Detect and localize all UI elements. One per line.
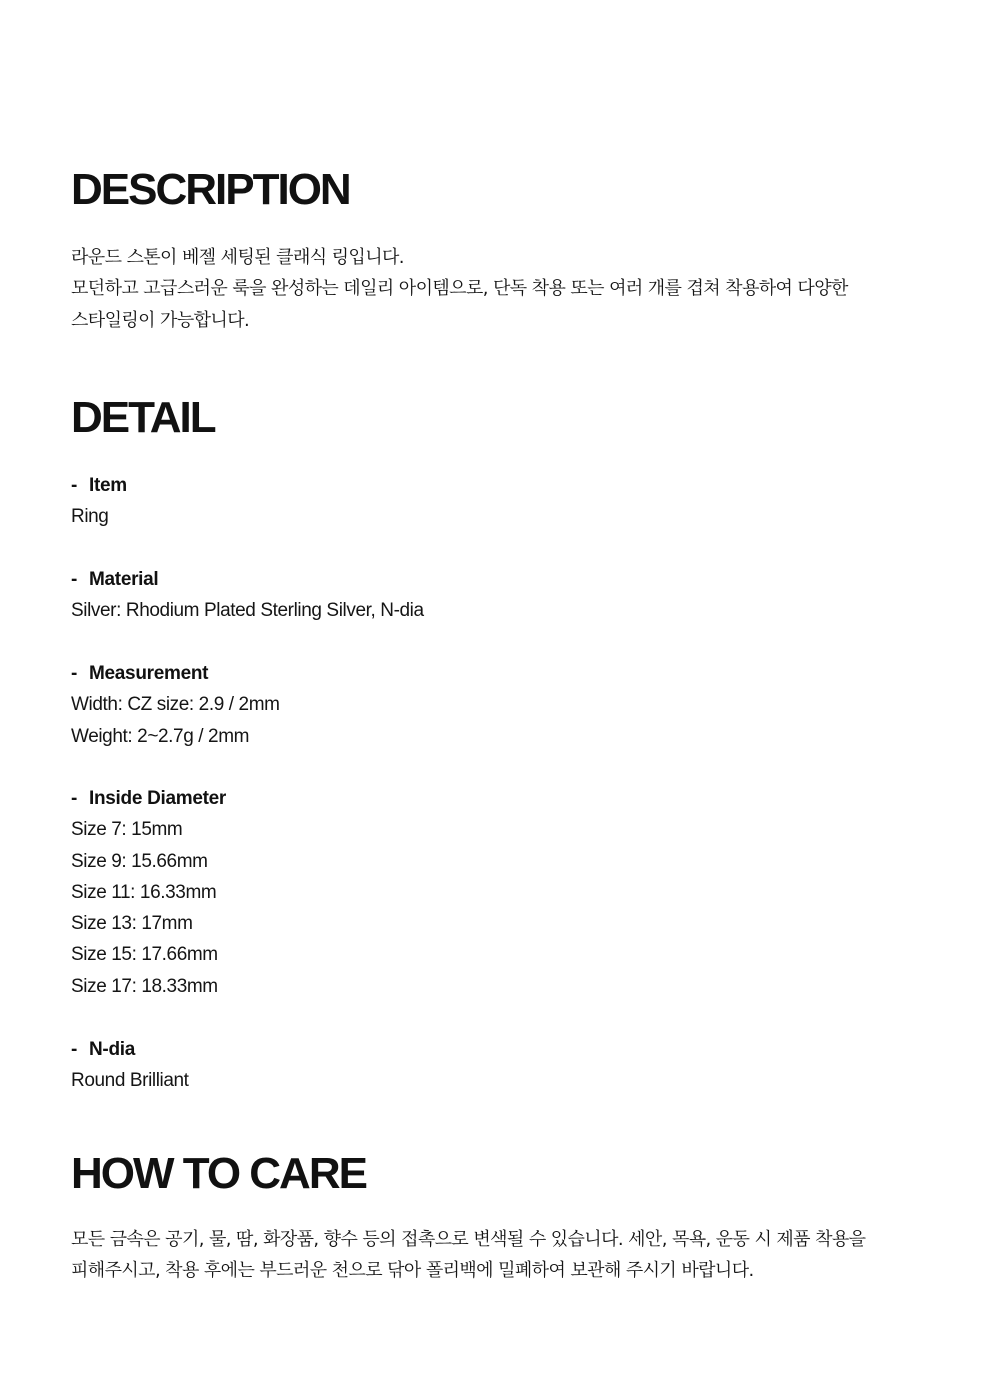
detail-label	[71, 783, 951, 814]
detail-label-text: Material	[89, 569, 159, 590]
detail-value: Size 7: 15mm	[71, 819, 183, 841]
detail-value: Size 11: 16.33mm	[71, 881, 217, 903]
care-text	[71, 1224, 951, 1287]
detail-value: Weight: 2~2.7g / 2mm	[71, 725, 250, 747]
detail-material-group	[71, 564, 951, 627]
detail-label	[71, 470, 951, 501]
detail-inside-diameter-group	[71, 783, 951, 1002]
dash-marker: -	[71, 1039, 78, 1060]
detail-value: Ring	[71, 506, 109, 528]
detail-measurement-group	[71, 658, 951, 752]
description-line: 스타일링이 가능합니다.	[71, 309, 250, 331]
detail-label	[71, 1034, 951, 1065]
detail-value: Silver: Rhodium Plated Sterling Silver, N-dia	[71, 600, 424, 622]
detail-value: Size 15: 17.66mm	[71, 944, 218, 966]
dash-marker: -	[71, 475, 78, 496]
detail-item-group	[71, 470, 951, 533]
detail-label	[71, 658, 951, 689]
care-line: 피해주시고, 착용 후에는 부드러운 천으로 닦아 폴리백에 밀폐하여 보관해 주시기 바랍니다.	[71, 1260, 754, 1282]
description-text	[71, 242, 951, 336]
detail-value: Size 17: 18.33mm	[71, 975, 218, 997]
dash-marker: -	[71, 788, 78, 809]
detail-ndia-group	[71, 1034, 951, 1097]
detail-value: Width: CZ size: 2.9 / 2mm	[71, 694, 280, 716]
description-line: 라운드 스톤이 베젤 세팅된 클래식 링입니다.	[71, 247, 404, 268]
detail-value: Size 9: 15.66mm	[71, 850, 208, 872]
detail-label-text: Measurement	[89, 663, 209, 684]
detail-label-text: Item	[89, 475, 127, 496]
detail-title: DETAIL	[71, 393, 215, 442]
description-title: DESCRIPTION	[71, 165, 350, 214]
detail-label	[71, 564, 951, 595]
detail-label-text: N-dia	[89, 1039, 136, 1060]
detail-value: Size 13: 17mm	[71, 913, 193, 935]
care-title: HOW TO CARE	[71, 1149, 366, 1198]
dash-marker: -	[71, 569, 78, 590]
description-line: 모던하고 고급스러운 룩을 완성하는 데일리 아이템으로, 단독 착용 또는 여러 개를 겹쳐 착용하여 다양한	[71, 278, 848, 300]
detail-label-text: Inside Diameter	[89, 788, 226, 809]
care-line: 모든 금속은 공기, 물, 땀, 화장품, 향수 등의 접촉으로 변색될 수 있습니다. 세안, 목욕, 운동 시 제품 착용을	[71, 1229, 866, 1250]
detail-value: Round Brilliant	[71, 1070, 189, 1092]
dash-marker: -	[71, 663, 78, 684]
